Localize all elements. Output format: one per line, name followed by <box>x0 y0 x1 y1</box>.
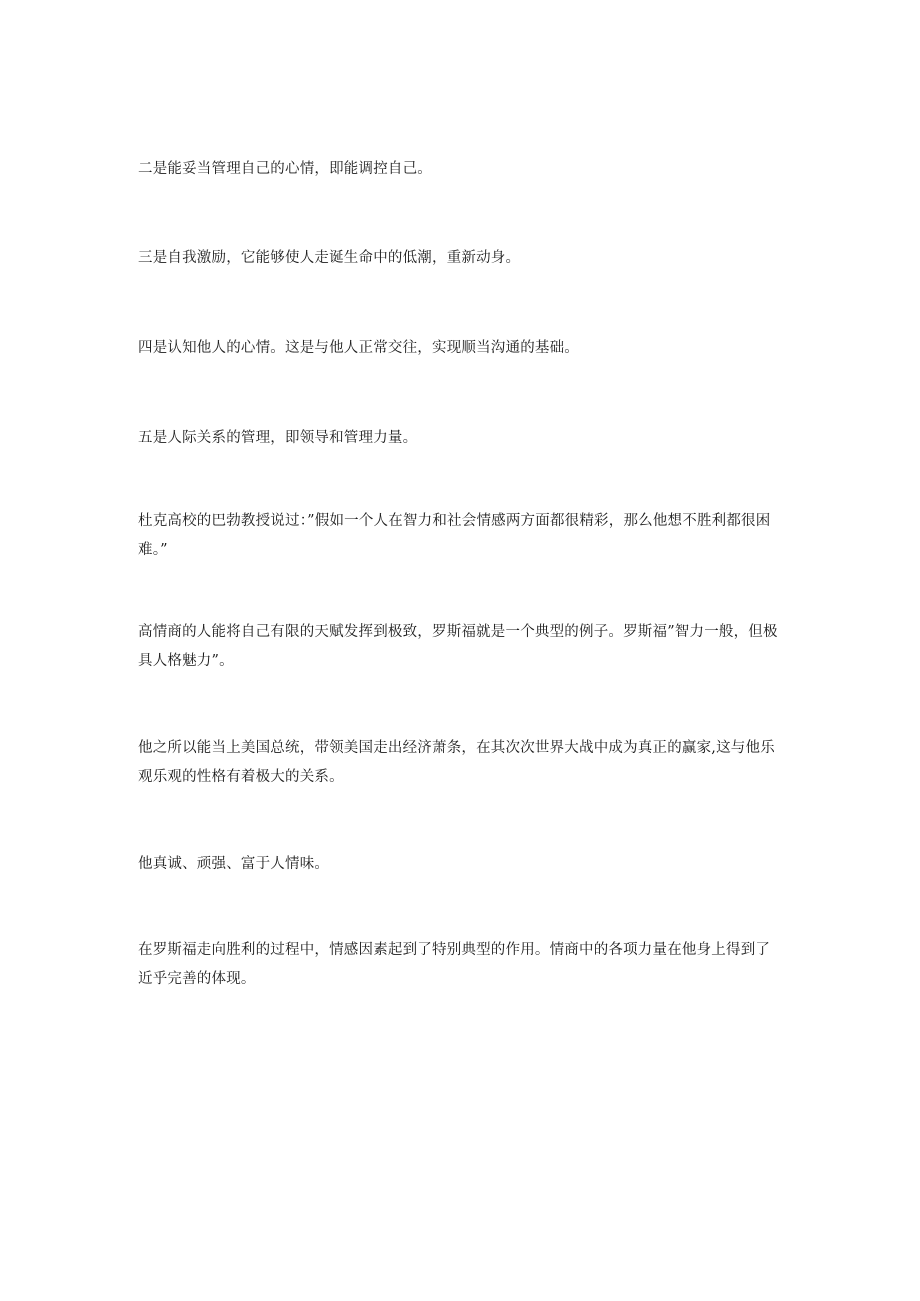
paragraph-emotional-factors: 在罗斯福走向胜利的过程中，情感因素起到了特别典型的作用。情商中的各项力量在他身上得到了近乎完善的体现。 <box>138 942 771 987</box>
paragraph-self-motivation: 三是自我激励，它能够使人走诞生命中的低潮，重新动身。 <box>138 250 521 266</box>
paragraph-roosevelt-presidency: 他之所以能当上美国总统，带领美国走出经济萧条，在其次次世界大战中成为真正的赢家,这与他乐观乐观的性格有着极大的关系。 <box>138 740 775 785</box>
paragraph-professor-quote: 杜克高校的巴勃教授说过：”假如一个人在智力和社会情感两方面都很精彩，那么他想不胜利都很困难。” <box>138 513 771 558</box>
paragraph-roosevelt-example: 高情商的人能将自己有限的天赋发挥到极致，罗斯福就是一个典型的例子。罗斯福”智力一般，但极具人格魅力”。 <box>138 624 778 669</box>
paragraph-roosevelt-traits: 他真诚、顽强、富于人情味。 <box>138 856 330 872</box>
paragraph-recognize-others: 四是认知他人的心情。这是与他人正常交往，实现顺当沟通的基础。 <box>138 340 579 356</box>
paragraph-relationship-management: 五是人际关系的管理，即领导和管理力量。 <box>138 430 418 446</box>
paragraph-self-management: 二是能妥当管理自己的心情，即能调控自己。 <box>138 161 432 177</box>
